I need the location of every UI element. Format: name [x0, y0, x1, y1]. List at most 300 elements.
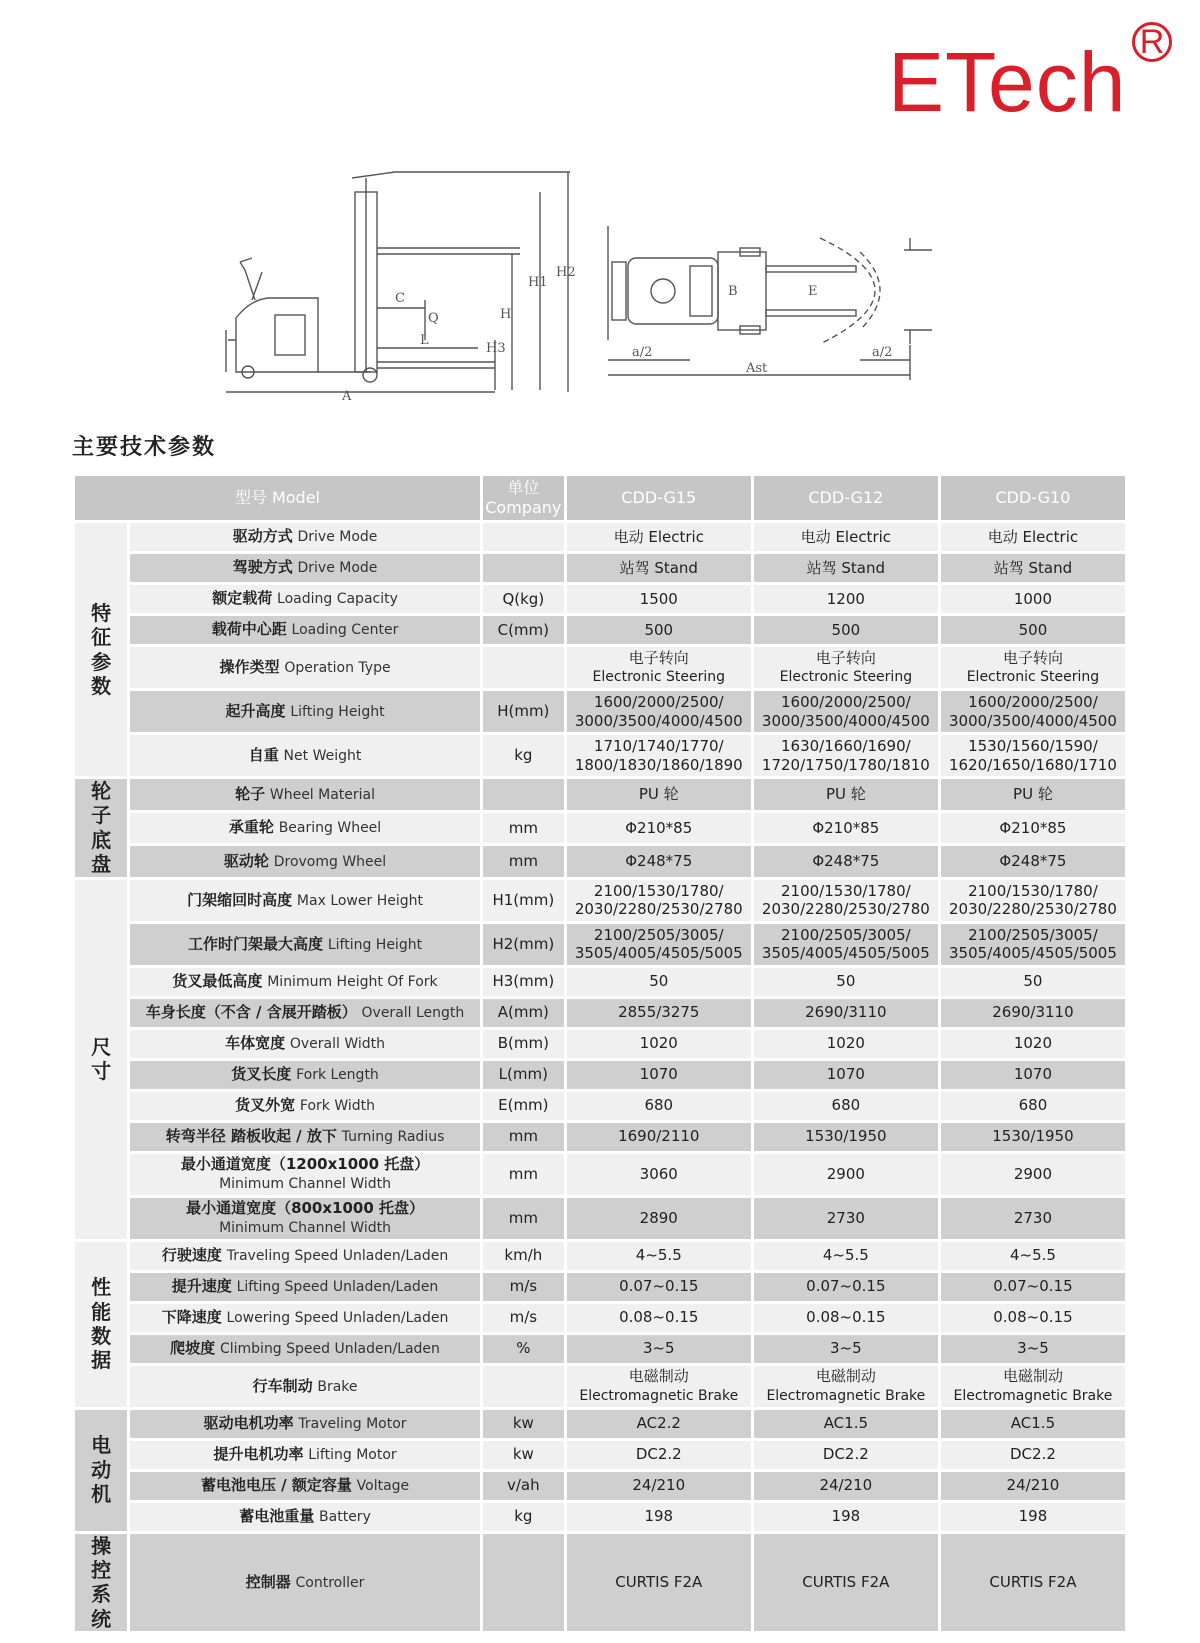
value-cell: Φ210*85 — [565, 811, 752, 845]
value-line: 电磁制动 — [815, 1367, 876, 1386]
row-label-cn: 行驶速度 — [161, 1246, 222, 1265]
value-line: 1530/1560/1590/ — [968, 737, 1098, 756]
dim-label-h2: H2 — [556, 265, 576, 280]
row-label-en: Fork Length — [296, 1067, 379, 1084]
row-label-en: Drive Mode — [297, 560, 378, 577]
value-cell: 680 — [565, 1090, 752, 1121]
value-cell: 1500 — [565, 584, 752, 615]
value-cell: 500 — [565, 615, 752, 646]
row-label-en: Controller — [295, 1574, 365, 1591]
row-label-en: Drive Mode — [297, 529, 378, 546]
value-cell: 1200 — [752, 584, 939, 615]
value-cell — [752, 690, 939, 734]
value-line: 2100/2505/3005/ — [968, 925, 1098, 944]
row-unit: mm — [481, 1196, 565, 1240]
value-cell: AC2.2 — [565, 1408, 752, 1439]
row-label-cn: 载荷中心距 — [211, 620, 287, 639]
group-label: 操控系统 — [74, 1532, 129, 1633]
value-cell: CURTIS F2A — [565, 1532, 752, 1633]
top-view-drawing — [608, 226, 932, 380]
value-cell — [939, 922, 1126, 966]
spec-table-body — [74, 522, 1127, 1633]
value-cell: 1530/1950 — [939, 1121, 1126, 1152]
spec-table — [72, 473, 1128, 1634]
value-cell: 1020 — [565, 1028, 752, 1059]
value-cell: 1020 — [752, 1028, 939, 1059]
row-label — [129, 1090, 482, 1121]
value-cell — [752, 922, 939, 966]
value-cell — [752, 878, 939, 922]
value-cell: Φ248*75 — [565, 845, 752, 879]
table-row — [74, 1121, 1127, 1152]
value-line: 3000/3500/4000/4500 — [949, 711, 1117, 730]
table-row — [74, 1439, 1127, 1470]
row-unit: mm — [481, 845, 565, 879]
value-cell: 198 — [939, 1501, 1126, 1532]
dim-label-h3: H3 — [486, 341, 506, 356]
row-label-en: Lifting Height — [290, 703, 385, 720]
row-label — [129, 778, 482, 812]
row-label-en: Voltage — [356, 1478, 410, 1495]
row-unit — [481, 553, 565, 584]
row-label — [129, 1240, 482, 1271]
table-row — [74, 522, 1127, 553]
table-row — [74, 1152, 1127, 1196]
table-row — [74, 966, 1127, 997]
value-cell: AC1.5 — [752, 1408, 939, 1439]
table-row — [74, 922, 1127, 966]
row-label-cn: 轮子 — [235, 784, 266, 803]
row-label-en: Minimum Height Of Fork — [267, 974, 438, 991]
value-cell — [939, 690, 1126, 734]
dim-label-c: C — [395, 291, 405, 306]
row-label-cn: 提升速度 — [171, 1277, 232, 1296]
row-label — [129, 1271, 482, 1302]
value-cell: 1070 — [752, 1059, 939, 1090]
group-label: 特征参数 — [74, 522, 129, 778]
value-cell: PU 轮 — [939, 778, 1126, 812]
value-line: Electronic Steering — [592, 669, 725, 686]
technical-drawing — [0, 0, 1200, 420]
value-cell: 站驾 Stand — [939, 553, 1126, 584]
row-label — [129, 811, 482, 845]
row-unit: kw — [481, 1439, 565, 1470]
row-label-cn: 货叉长度 — [231, 1065, 292, 1084]
row-label-en: Battery — [319, 1509, 371, 1526]
value-cell: 198 — [752, 1501, 939, 1532]
row-label-cn: 蓄电池电压 / 额定容量 — [200, 1476, 352, 1495]
row-label-cn: 驱动电机功率 — [203, 1414, 294, 1433]
row-unit: H2(mm) — [481, 922, 565, 966]
value-cell: CURTIS F2A — [939, 1532, 1126, 1633]
row-label-cn: 自重 — [248, 745, 279, 764]
value-line: 1800/1830/1860/1890 — [574, 755, 743, 774]
value-line: 2100/1530/1780/ — [968, 881, 1098, 900]
value-line: 3000/3500/4000/4500 — [574, 711, 743, 730]
row-label — [129, 997, 482, 1028]
registered-mark: R — [1132, 22, 1172, 62]
value-cell — [565, 1364, 752, 1408]
header-unit-cn: 单位 — [507, 478, 540, 498]
value-line: 2100/1530/1780/ — [593, 881, 724, 900]
row-label-cn: 额定载荷 — [212, 589, 273, 608]
value-line: 2030/2280/2530/2780 — [949, 900, 1117, 919]
dim-label-ast: Ast — [746, 361, 768, 376]
value-cell: 24/210 — [752, 1470, 939, 1501]
row-label — [129, 1364, 482, 1408]
table-row — [74, 1364, 1127, 1408]
value-line: Electronic Steering — [966, 669, 1100, 686]
table-row — [74, 690, 1127, 734]
value-cell: 站驾 Stand — [565, 553, 752, 584]
row-label — [129, 522, 482, 553]
row-label-cn: 行车制动 — [252, 1376, 313, 1395]
row-unit: Q(kg) — [481, 584, 565, 615]
dim-label-a: A — [342, 389, 352, 404]
row-label — [129, 966, 482, 997]
row-label-cn: 爬坡度 — [170, 1339, 216, 1358]
row-unit — [481, 1364, 565, 1408]
row-label-cn: 蓄电池重量 — [239, 1507, 315, 1526]
row-label-en: Operation Type — [284, 659, 391, 676]
header-unit-en: Company — [485, 498, 562, 517]
table-row — [74, 778, 1127, 812]
value-cell: DC2.2 — [939, 1439, 1126, 1470]
value-cell: 50 — [752, 966, 939, 997]
row-label-cn: 控制器 — [245, 1572, 291, 1591]
value-line: 电磁制动 — [628, 1367, 689, 1386]
value-line: 2100/1530/1780/ — [781, 881, 911, 900]
row-unit: kw — [481, 1408, 565, 1439]
value-cell: 站驾 Stand — [752, 553, 939, 584]
row-unit: mm — [481, 811, 565, 845]
value-cell: 2855/3275 — [565, 997, 752, 1028]
value-cell — [939, 646, 1126, 690]
value-line: 3505/4005/4505/5005 — [949, 944, 1117, 963]
value-line: 电子转向 — [1002, 648, 1063, 667]
row-unit: mm — [481, 1152, 565, 1196]
row-unit: km/h — [481, 1240, 565, 1271]
value-cell: 24/210 — [939, 1470, 1126, 1501]
row-label-cn: 驱动方式 — [232, 527, 293, 546]
value-cell — [752, 646, 939, 690]
section-title: 主要技术参数 — [72, 435, 217, 460]
value-cell: 1070 — [565, 1059, 752, 1090]
row-unit — [481, 778, 565, 812]
value-cell: 3060 — [565, 1152, 752, 1196]
row-label-en: Overall Width — [289, 1036, 386, 1053]
value-cell: 4~5.5 — [939, 1240, 1126, 1271]
row-label-en: Lifting Motor — [308, 1447, 397, 1464]
row-label-cn: 操作类型 — [219, 657, 280, 676]
table-row — [74, 615, 1127, 646]
value-line: Electromagnetic Brake — [766, 1387, 926, 1404]
row-label-en: Bearing Wheel — [278, 820, 382, 837]
value-cell: AC1.5 — [939, 1408, 1126, 1439]
value-line: 2100/2505/3005/ — [593, 925, 724, 944]
value-cell: Φ248*75 — [939, 845, 1126, 879]
value-cell — [752, 1364, 939, 1408]
value-line: 3505/4005/4505/5005 — [761, 944, 930, 963]
value-cell — [565, 922, 752, 966]
value-cell: 1530/1950 — [752, 1121, 939, 1152]
table-row — [74, 1028, 1127, 1059]
row-label — [129, 553, 482, 584]
row-label — [129, 690, 482, 734]
table-row — [74, 845, 1127, 879]
row-label — [129, 878, 482, 922]
dim-label-a-half-left: a/2 — [632, 345, 653, 360]
dim-label-a-half-right: a/2 — [872, 345, 893, 360]
value-cell — [939, 1364, 1126, 1408]
value-cell: Φ248*75 — [752, 845, 939, 879]
value-line: 电子转向 — [628, 648, 689, 667]
row-label-en: Max Lower Height — [296, 892, 423, 909]
value-cell: 2730 — [939, 1196, 1126, 1240]
value-line: 1600/2000/2500/ — [593, 693, 724, 712]
table-row — [74, 811, 1127, 845]
value-cell: 1000 — [939, 584, 1126, 615]
row-label — [129, 646, 482, 690]
value-line: 1710/1740/1770/ — [593, 737, 724, 756]
row-label — [129, 1333, 482, 1364]
value-line: 1620/1650/1680/1710 — [949, 755, 1117, 774]
row-label-cn: 货叉最低高度 — [172, 972, 263, 991]
row-label — [129, 734, 482, 778]
value-cell: 2690/3110 — [939, 997, 1126, 1028]
value-cell: 1020 — [939, 1028, 1126, 1059]
group-label: 轮子底盘 — [74, 778, 129, 879]
value-cell: PU 轮 — [565, 778, 752, 812]
value-line: 1600/2000/2500/ — [781, 693, 911, 712]
value-cell: 2730 — [752, 1196, 939, 1240]
row-label-en: Drovomg Wheel — [273, 853, 387, 870]
row-unit — [481, 522, 565, 553]
value-cell: 1690/2110 — [565, 1121, 752, 1152]
row-unit: A(mm) — [481, 997, 565, 1028]
value-line: 2030/2280/2530/2780 — [574, 900, 743, 919]
row-label — [129, 922, 482, 966]
row-label-en: Loading Capacity — [277, 591, 398, 608]
value-cell: PU 轮 — [752, 778, 939, 812]
value-cell — [939, 734, 1126, 778]
dim-label-h1: H1 — [528, 275, 548, 290]
row-label-cn: 提升电机功率 — [213, 1445, 304, 1464]
dim-label-q: Q — [428, 311, 439, 326]
row-label-en: Traveling Motor — [298, 1416, 407, 1433]
value-cell: 0.07~0.15 — [752, 1271, 939, 1302]
value-cell: 0.07~0.15 — [565, 1271, 752, 1302]
value-cell — [565, 690, 752, 734]
table-row — [74, 1059, 1127, 1090]
table-row — [74, 1501, 1127, 1532]
value-line: 2100/2505/3005/ — [781, 925, 911, 944]
row-label — [129, 1196, 482, 1240]
row-label — [129, 1439, 482, 1470]
row-label-en: Climbing Speed Unladen/Laden — [219, 1341, 440, 1358]
dim-label-b: B — [728, 284, 738, 299]
row-label-en: Fork Width — [299, 1098, 375, 1115]
row-label-en: Minimum Channel Width — [219, 1219, 392, 1236]
value-cell: 680 — [752, 1090, 939, 1121]
table-header-row — [74, 475, 1127, 522]
value-cell: 2690/3110 — [752, 997, 939, 1028]
group-label: 尺寸 — [74, 878, 129, 1240]
row-label — [129, 1152, 482, 1196]
row-label — [129, 1532, 482, 1633]
value-line: Electromagnetic Brake — [579, 1387, 739, 1404]
value-line: 电子转向 — [815, 648, 876, 667]
dim-label-l: L — [420, 333, 429, 348]
table-row — [74, 1302, 1127, 1333]
row-label-en: Turning Radius — [341, 1129, 445, 1146]
row-unit: v/ah — [481, 1470, 565, 1501]
value-cell: 680 — [939, 1090, 1126, 1121]
value-line: 1720/1750/1780/1810 — [761, 755, 930, 774]
row-label-en: Lifting Speed Unladen/Laden — [236, 1279, 439, 1296]
row-label-cn: 最小通道宽度（1200x1000 托盘） — [180, 1155, 430, 1174]
value-cell: 1070 — [939, 1059, 1126, 1090]
value-cell: 0.07~0.15 — [939, 1271, 1126, 1302]
row-label — [129, 615, 482, 646]
row-label-cn: 起升高度 — [225, 701, 286, 720]
table-row — [74, 1408, 1127, 1439]
row-label-en: Brake — [317, 1378, 358, 1395]
value-cell — [565, 878, 752, 922]
row-label-cn: 驱动轮 — [223, 851, 269, 870]
value-line: Electronic Steering — [779, 669, 913, 686]
row-label-cn: 车体宽度 — [225, 1034, 286, 1053]
value-cell — [939, 878, 1126, 922]
value-cell: 50 — [565, 966, 752, 997]
row-unit: kg — [481, 734, 565, 778]
row-unit — [481, 1532, 565, 1633]
value-cell: CURTIS F2A — [752, 1532, 939, 1633]
row-unit: kg — [481, 1501, 565, 1532]
value-cell: DC2.2 — [752, 1439, 939, 1470]
row-unit: % — [481, 1333, 565, 1364]
value-cell: Φ210*85 — [939, 811, 1126, 845]
row-label — [129, 1028, 482, 1059]
row-label-en: Loading Center — [291, 622, 399, 639]
value-cell — [565, 734, 752, 778]
value-cell: DC2.2 — [565, 1439, 752, 1470]
header-model-3: CDD-G10 — [939, 475, 1126, 522]
value-cell: Φ210*85 — [752, 811, 939, 845]
value-cell: 0.08~0.15 — [752, 1302, 939, 1333]
table-row — [74, 646, 1127, 690]
table-row — [74, 1470, 1127, 1501]
value-cell: 电动 Electric — [752, 522, 939, 553]
header-model-2: CDD-G12 — [752, 475, 939, 522]
row-label-cn: 工作时门架最大高度 — [188, 934, 324, 953]
row-unit: m/s — [481, 1302, 565, 1333]
row-unit: H(mm) — [481, 690, 565, 734]
row-label-cn: 最小通道宽度（800x1000 托盘） — [186, 1199, 425, 1218]
row-label-cn: 下降速度 — [161, 1308, 222, 1327]
header-unit — [481, 475, 565, 522]
value-cell: 50 — [939, 966, 1126, 997]
row-label — [129, 1302, 482, 1333]
value-line: 2030/2280/2530/2780 — [761, 900, 930, 919]
value-cell: 电动 Electric — [565, 522, 752, 553]
row-unit: C(mm) — [481, 615, 565, 646]
row-label-en: Minimum Channel Width — [219, 1175, 392, 1192]
row-label-en: Net Weight — [283, 747, 362, 764]
value-line: Electromagnetic Brake — [953, 1387, 1113, 1404]
row-label — [129, 1408, 482, 1439]
row-unit: m/s — [481, 1271, 565, 1302]
row-label-en: Traveling Speed Unladen/Laden — [226, 1248, 449, 1265]
row-label — [129, 584, 482, 615]
dim-label-e: E — [808, 284, 818, 299]
row-unit — [481, 646, 565, 690]
row-label-en: Overall Length — [361, 1005, 465, 1022]
value-cell: 2890 — [565, 1196, 752, 1240]
row-label-cn: 门架缩回时高度 — [187, 890, 293, 909]
row-label-en: Wheel Material — [269, 786, 376, 803]
value-cell: 3~5 — [752, 1333, 939, 1364]
value-cell: 3~5 — [939, 1333, 1126, 1364]
table-row — [74, 1090, 1127, 1121]
table-row — [74, 734, 1127, 778]
value-cell: 4~5.5 — [565, 1240, 752, 1271]
row-label-cn: 车身长度（不含 / 含展开踏板） — [145, 1003, 357, 1022]
row-unit: H1(mm) — [481, 878, 565, 922]
row-label-cn: 货叉外宽 — [235, 1096, 296, 1115]
value-cell: 500 — [752, 615, 939, 646]
row-label-cn: 承重轮 — [228, 818, 274, 837]
value-cell — [565, 646, 752, 690]
row-label — [129, 1470, 482, 1501]
row-unit: H3(mm) — [481, 966, 565, 997]
value-line: 1600/2000/2500/ — [968, 693, 1098, 712]
row-unit: B(mm) — [481, 1028, 565, 1059]
value-line: 1630/1660/1690/ — [781, 737, 911, 756]
value-cell: 电动 Electric — [939, 522, 1126, 553]
row-label — [129, 845, 482, 879]
value-cell: 0.08~0.15 — [939, 1302, 1126, 1333]
value-cell: 2900 — [939, 1152, 1126, 1196]
group-label: 性能数据 — [74, 1240, 129, 1408]
row-label-en: Lowering Speed Unladen/Laden — [226, 1310, 449, 1327]
table-row — [74, 1240, 1127, 1271]
value-line: 电磁制动 — [1002, 1367, 1063, 1386]
dim-label-h: H — [500, 307, 512, 322]
row-label — [129, 1121, 482, 1152]
row-label-cn: 转弯半径 踏板收起 / 放下 — [165, 1127, 337, 1146]
value-cell: 3~5 — [565, 1333, 752, 1364]
value-cell — [752, 734, 939, 778]
row-unit: L(mm) — [481, 1059, 565, 1090]
row-label-en: Lifting Height — [327, 936, 423, 953]
table-row — [74, 1532, 1127, 1633]
value-cell: 4~5.5 — [752, 1240, 939, 1271]
table-row — [74, 584, 1127, 615]
table-row — [74, 553, 1127, 584]
value-cell: 24/210 — [565, 1470, 752, 1501]
header-model-1: CDD-G15 — [565, 475, 752, 522]
table-row — [74, 878, 1127, 922]
table-row — [74, 1333, 1127, 1364]
row-unit: mm — [481, 1121, 565, 1152]
side-view-drawing — [226, 172, 576, 404]
value-cell: 2900 — [752, 1152, 939, 1196]
row-label — [129, 1059, 482, 1090]
row-unit: E(mm) — [481, 1090, 565, 1121]
value-cell: 0.08~0.15 — [565, 1302, 752, 1333]
value-cell: 198 — [565, 1501, 752, 1532]
